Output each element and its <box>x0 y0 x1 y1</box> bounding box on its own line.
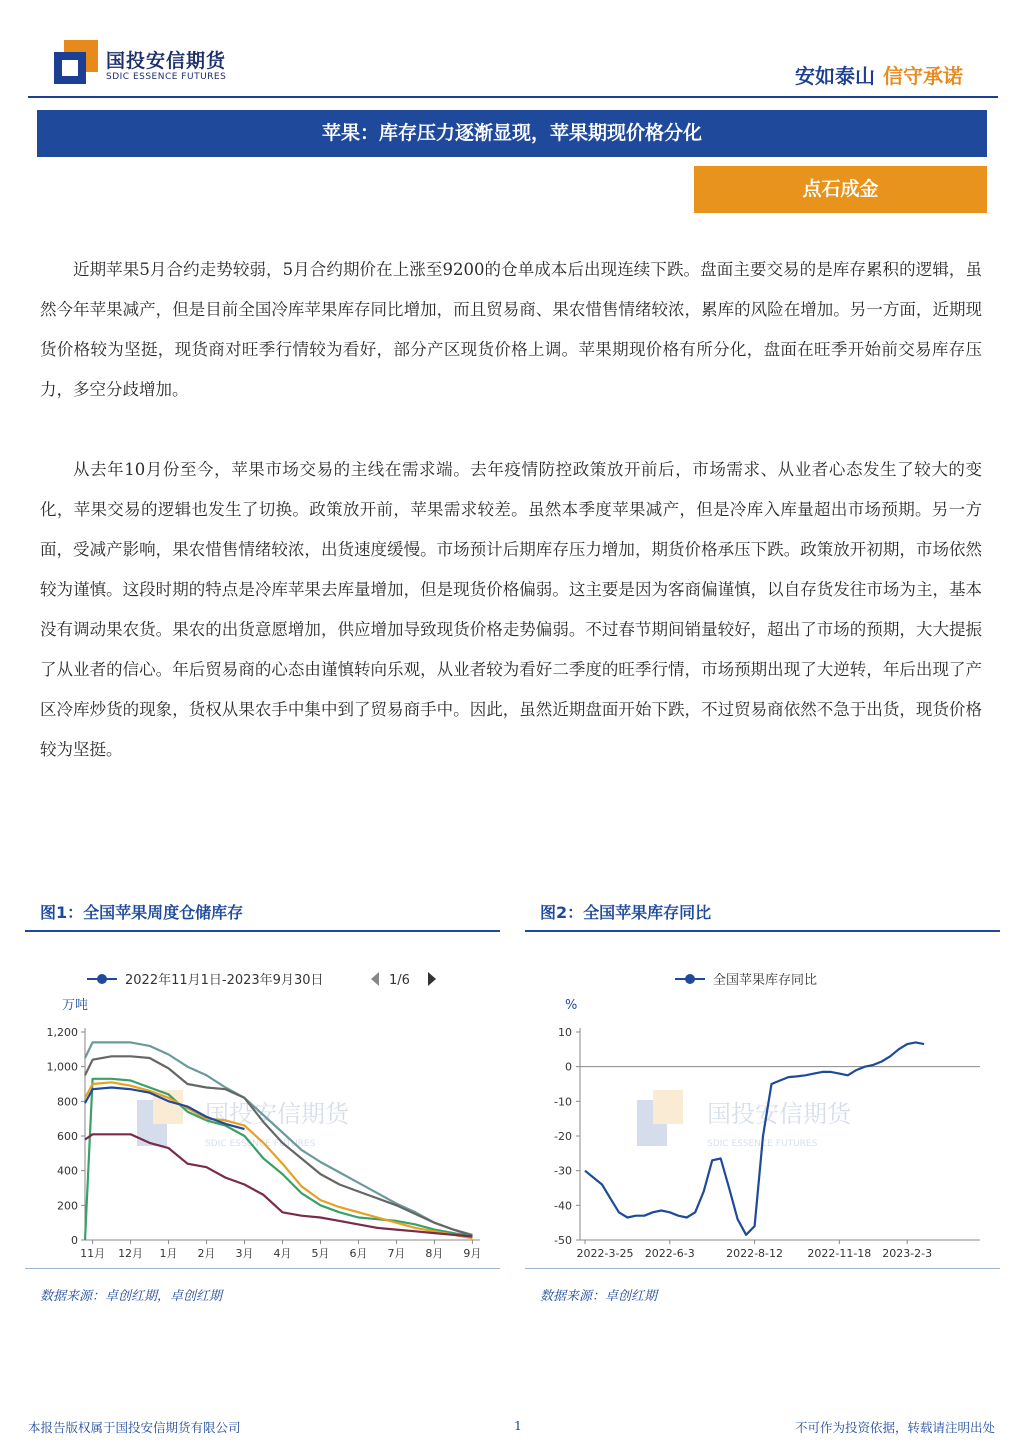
x-tick-label: 1月 <box>159 1247 178 1260</box>
footer-page-number: 1 <box>514 1418 522 1433</box>
header-divider <box>28 96 998 98</box>
figure-2-source: 数据来源：卓创红期 <box>540 1289 658 1304</box>
figure-1-source: 数据来源：卓创红期，卓创红期 <box>40 1289 223 1304</box>
y-tick-label: 10 <box>558 1026 572 1039</box>
x-tick-label: 4月 <box>273 1247 292 1260</box>
x-tick-label: 2022-3-25 <box>576 1247 634 1260</box>
figure-1-legend-label: 2022年11月1日-2023年9月30日 <box>125 973 324 988</box>
x-tick-label: 6月 <box>349 1247 368 1260</box>
y-tick-label: -50 <box>554 1234 572 1247</box>
company-logo-cn: 国投安信期货 <box>106 50 227 72</box>
legend-marker <box>685 974 695 984</box>
figure-2-watermark-cn: 国投安信期货 <box>707 1100 851 1128</box>
figure-1-top-rule <box>25 930 500 932</box>
figure-2-watermark-en: SDIC ESSENCE FUTURES <box>707 1139 818 1149</box>
y-tick-label: -20 <box>554 1130 572 1143</box>
slogan-part-2: 信守承诺 <box>883 64 963 88</box>
figure-1-unit: 万吨 <box>62 998 89 1013</box>
company-logo-en: SDIC ESSENCE FUTURES <box>106 72 227 82</box>
body-paragraph-2: 从去年10月份至今，苹果市场交易的主线在需求端。去年疫情防控政策放开前后，市场需求、从业者心态发生了较大的变化，苹果交易的逻辑也发生了切换。政策放开前，苹果需求较差。虽然本季度苹果减产，但是冷库入库量超出市场预期。另一方面，受减产影响，果农惜售情绪较浓，出货速度缓慢。市场预计后期库存压力增加，期货价格承压下跌。政策放开初期，市场依然较为谨慎。这段时期的特点是冷库苹果去库量增加，但是现货价格偏弱。这主要是因为客商偏谨慎，以自存货发往市场为主，基本没有调动果农货。果农的出货意愿增加，供应增加导致现货价格走势偏弱。不过春节期间销量较好，超出了市场的预期，大大提振了从业者的信心。年后贸易商的心态由谨慎转向乐观，从业者较为看好二季度的旺季行情，市场预期出现了大逆转，年后出现了产区冷库炒货的现象，货权从果农手中集中到了贸易商手中。因此，虽然近期盘面开始下跌，不过贸易商依然不急于出货，现货价格较为坚挺。 <box>40 460 982 759</box>
y-tick-label: 1,200 <box>46 1026 78 1039</box>
column-tag: 点石成金 <box>694 166 987 213</box>
y-tick-label: 400 <box>57 1164 78 1178</box>
x-tick-label: 9月 <box>463 1247 482 1260</box>
y-tick-label: -10 <box>554 1095 572 1109</box>
x-tick-label: 3月 <box>235 1247 254 1260</box>
y-tick-label: 800 <box>57 1095 78 1109</box>
report-title: 苹果：库存压力逐渐显现，苹果期现价格分化 <box>37 110 987 157</box>
x-tick-label: 2022-11-18 <box>807 1247 872 1260</box>
y-tick-label: 0 <box>71 1234 78 1247</box>
x-tick-label: 2022-8-12 <box>726 1247 784 1260</box>
x-tick-label: 5月 <box>311 1247 330 1260</box>
y-tick-label: 600 <box>57 1130 78 1143</box>
figure-1-bottom-rule <box>25 1268 500 1269</box>
y-tick-label: 0 <box>565 1060 572 1074</box>
figure-1-watermark-cn: 国投安信期货 <box>205 1100 349 1128</box>
figure-2-legend-label: 全国苹果库存同比 <box>713 973 818 988</box>
pager-prev-icon[interactable] <box>371 972 379 986</box>
figure-1-pager: 1/6 <box>389 973 410 988</box>
y-tick-label: -40 <box>554 1199 572 1213</box>
pager-next-icon[interactable] <box>428 972 436 986</box>
y-tick-label: -30 <box>554 1164 572 1178</box>
x-tick-label: 2023-2-3 <box>882 1247 933 1260</box>
x-tick-label: 8月 <box>425 1247 444 1260</box>
company-logo-mark <box>54 40 98 84</box>
figure-1-title: 图1：全国苹果周度仓储库存 <box>40 903 244 922</box>
slogan <box>795 60 963 89</box>
figure-2-unit: % <box>565 998 578 1013</box>
y-tick-label: 1,000 <box>46 1060 78 1074</box>
y-tick-label: 200 <box>57 1199 78 1213</box>
body-paragraph-1: 近期苹果5月合约走势较弱，5月合约期价在上涨至9200的仓单成本后出现连续下跌。盘面主要交易的是库存累积的逻辑，虽然今年苹果减产，但是目前全国冷库苹果库存同比增加，而且贸易商、果农惜售情绪较浓，累库的风险在增加。另一方面，近期现货价格较为坚挺，现货商对旺季行情较为看好，部分产区现货价格上调。苹果期现价格有所分化，盘面在旺季开始前交易库存压力，多空分歧增加。 <box>40 260 982 399</box>
x-tick-label: 12月 <box>118 1247 144 1260</box>
figure-1-legend <box>87 972 436 988</box>
footer-copyright: 本报告版权属于国投安信期货有限公司 <box>28 1420 241 1435</box>
figure-1-chart <box>25 950 500 1268</box>
x-tick-label: 2022-6-3 <box>644 1247 695 1260</box>
slogan-part-1: 安如泰山 <box>795 64 875 88</box>
figure-2-title: 图2：全国苹果库存同比 <box>540 903 712 922</box>
legend-marker <box>97 974 107 984</box>
x-tick-label: 11月 <box>80 1247 106 1260</box>
figure-2-legend <box>675 972 817 988</box>
figure-1-watermark-en: SDIC ESSENCE FUTURES <box>205 1139 316 1149</box>
figure-2-chart <box>525 950 1000 1268</box>
x-tick-label: 2月 <box>197 1247 216 1260</box>
x-tick-label: 7月 <box>387 1247 406 1260</box>
figure-2-watermark <box>637 1090 853 1149</box>
figure-2-bottom-rule <box>525 1268 1000 1269</box>
series-line-5 <box>85 1134 472 1236</box>
figure-2-top-rule <box>525 930 1000 932</box>
footer-disclaimer: 不可作为投资依据，转载请注明出处 <box>794 1420 995 1435</box>
